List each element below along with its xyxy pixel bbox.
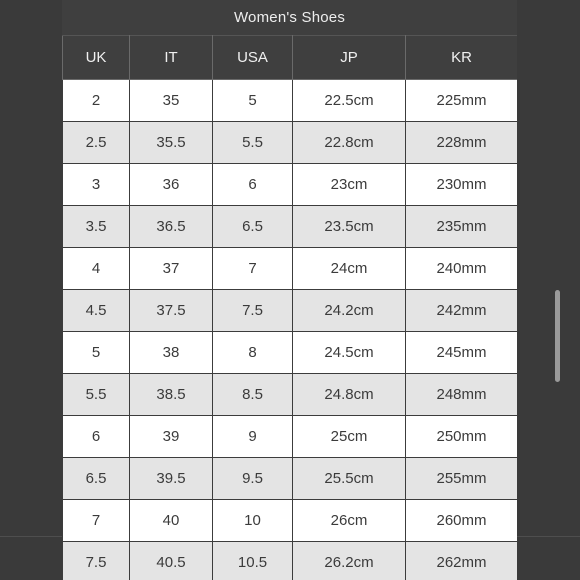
cell-jp: 24.2cm <box>293 290 406 332</box>
cell-uk: 5 <box>63 332 130 374</box>
cell-jp: 22.8cm <box>293 122 406 164</box>
cell-jp: 26.2cm <box>293 542 406 580</box>
cell-kr: 230mm <box>406 164 518 206</box>
cell-uk: 3.5 <box>63 206 130 248</box>
cell-it: 37.5 <box>130 290 213 332</box>
cell-usa: 5 <box>213 80 293 122</box>
left-divider <box>0 536 62 537</box>
header-row <box>63 36 518 80</box>
cell-usa: 5.5 <box>213 122 293 164</box>
table-row <box>63 416 518 458</box>
right-divider <box>517 536 580 537</box>
cell-uk: 2 <box>63 80 130 122</box>
table-row <box>63 500 518 542</box>
cell-kr: 225mm <box>406 80 518 122</box>
cell-kr: 228mm <box>406 122 518 164</box>
table-row <box>63 80 518 122</box>
cell-it: 35 <box>130 80 213 122</box>
table-row <box>63 164 518 206</box>
cell-it: 38.5 <box>130 374 213 416</box>
size-chart-card <box>62 0 517 580</box>
cell-kr: 248mm <box>406 374 518 416</box>
cell-it: 40 <box>130 500 213 542</box>
cell-it: 38 <box>130 332 213 374</box>
cell-uk: 7 <box>63 500 130 542</box>
table-row <box>63 248 518 290</box>
cell-jp: 26cm <box>293 500 406 542</box>
cell-usa: 7 <box>213 248 293 290</box>
cell-jp: 25.5cm <box>293 458 406 500</box>
cell-kr: 260mm <box>406 500 518 542</box>
cell-usa: 9 <box>213 416 293 458</box>
table-row <box>63 206 518 248</box>
cell-usa: 6 <box>213 164 293 206</box>
cell-usa: 10.5 <box>213 542 293 580</box>
table-row <box>63 458 518 500</box>
cell-uk: 4.5 <box>63 290 130 332</box>
cell-it: 35.5 <box>130 122 213 164</box>
cell-it: 39 <box>130 416 213 458</box>
cell-kr: 242mm <box>406 290 518 332</box>
cell-jp: 25cm <box>293 416 406 458</box>
cell-uk: 3 <box>63 164 130 206</box>
cell-usa: 8 <box>213 332 293 374</box>
cell-uk: 4 <box>63 248 130 290</box>
cell-jp: 24cm <box>293 248 406 290</box>
scrollbar-thumb[interactable] <box>555 290 560 382</box>
cell-usa: 6.5 <box>213 206 293 248</box>
cell-kr: 240mm <box>406 248 518 290</box>
cell-usa: 8.5 <box>213 374 293 416</box>
cell-jp: 23cm <box>293 164 406 206</box>
size-chart-table <box>62 35 517 580</box>
right-backdrop <box>517 0 580 580</box>
cell-kr: 262mm <box>406 542 518 580</box>
header-kr: KR <box>406 36 518 80</box>
cell-jp: 23.5cm <box>293 206 406 248</box>
cell-kr: 250mm <box>406 416 518 458</box>
cell-it: 37 <box>130 248 213 290</box>
cell-it: 39.5 <box>130 458 213 500</box>
table-row <box>63 290 518 332</box>
table-row <box>63 374 518 416</box>
cell-uk: 5.5 <box>63 374 130 416</box>
cell-jp: 22.5cm <box>293 80 406 122</box>
header-jp: JP <box>293 36 406 80</box>
cell-it: 36.5 <box>130 206 213 248</box>
cell-uk: 2.5 <box>63 122 130 164</box>
header-uk: UK <box>63 36 130 80</box>
cell-usa: 10 <box>213 500 293 542</box>
cell-usa: 7.5 <box>213 290 293 332</box>
left-backdrop <box>0 0 62 580</box>
cell-kr: 245mm <box>406 332 518 374</box>
table-row <box>63 542 518 580</box>
cell-jp: 24.8cm <box>293 374 406 416</box>
size-chart-title: Women's Shoes <box>62 0 517 35</box>
cell-it: 40.5 <box>130 542 213 580</box>
cell-usa: 9.5 <box>213 458 293 500</box>
size-rows <box>63 80 518 580</box>
header-usa: USA <box>213 36 293 80</box>
header-it: IT <box>130 36 213 80</box>
cell-jp: 24.5cm <box>293 332 406 374</box>
table-row <box>63 332 518 374</box>
table-row <box>63 122 518 164</box>
cell-uk: 6.5 <box>63 458 130 500</box>
cell-kr: 255mm <box>406 458 518 500</box>
cell-kr: 235mm <box>406 206 518 248</box>
cell-it: 36 <box>130 164 213 206</box>
cell-uk: 7.5 <box>63 542 130 580</box>
cell-uk: 6 <box>63 416 130 458</box>
